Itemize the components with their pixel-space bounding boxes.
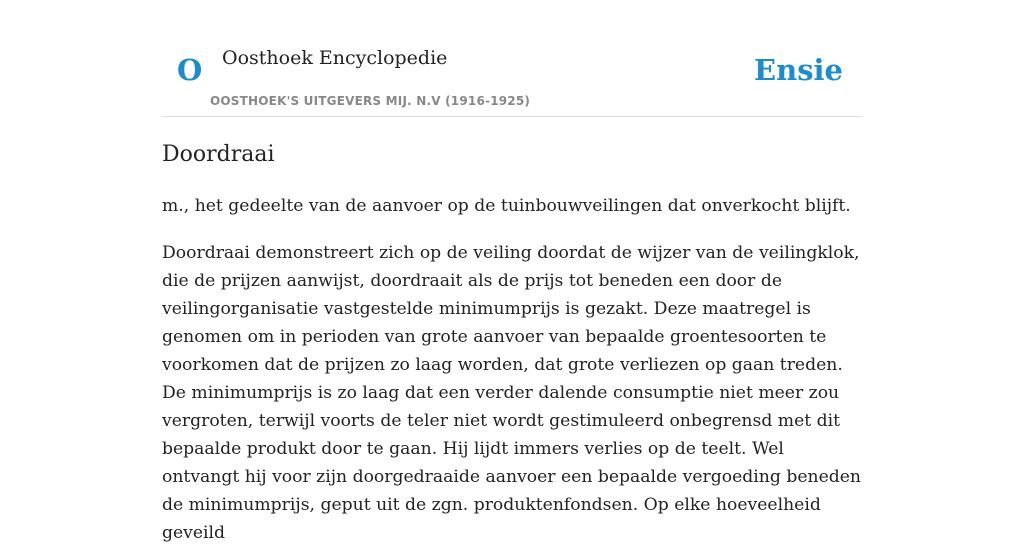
page-content [162,0,862,547]
publisher-label: OOSTHOEK'S UITGEVERS MIJ. N.V (1916-1925) [210,94,531,108]
publication-logo[interactable]: O [177,53,203,87]
article-title: Doordraai [162,142,275,167]
header [162,0,862,117]
article-definition: m., het gedeelte van de aanvoer op de tuinbouwveilingen dat onverkocht blijft. [162,196,851,216]
publication-title[interactable]: Oosthoek Encyclopedie [222,47,448,69]
ensie-logo-link[interactable]: Ensie [754,53,843,87]
article-body: Doordraai demonstreert zich op de veiling doordat de wijzer van de veilingklok, die de prijzen aanwijst, doordraait als de prijs tot beneden een door de veilingorganisatie vastgestelde minimumprijs is gezakt. Deze maatregel is genomen om in perioden van grote aanvoer van bepaalde groentesoorten te voorkomen dat de prijzen zo laag worden, dat grote verliezen op gaan treden. De minimumprijs is zo laag dat een verder dalende consumptie niet meer zou vergroten, terwijl voorts de teler niet wordt gestimuleerd onbegrensd met dit bepaalde produkt door te gaan. Hij lijdt immers verlies op de teelt. Wel ontvangt hij voor zijn doorgedraaide aanvoer een bepaalde vergoeding beneden de minimumprijs, geput uit de zgn. produktenfondsen. Op elke hoeveelheid geveild [162,243,861,543]
